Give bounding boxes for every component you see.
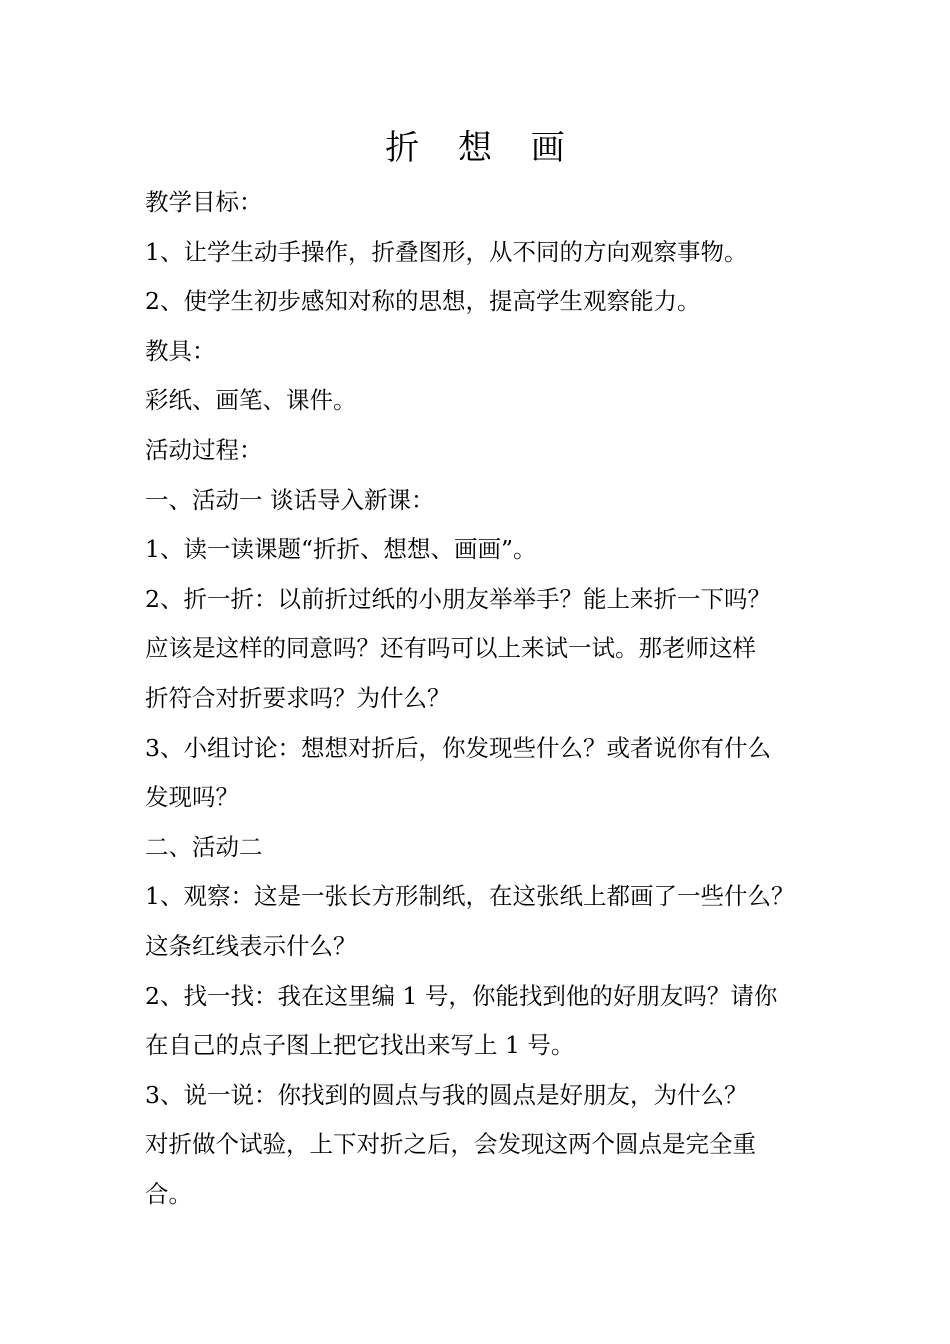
text-line: 二、活动二 [145,832,263,861]
text-line: 这条红线表示什么？ [145,931,357,960]
text-line: 一、活动一 谈话导入新课： [145,485,435,514]
text-line: 3、说一说：你找到的圆点与我的圆点是好朋友，为什么？ [145,1080,748,1109]
text-line: 合。 [145,1179,192,1208]
text-line: 折符合对折要求吗？为什么？ [145,683,451,712]
text-line: 2、折一折：以前折过纸的小朋友举举手？能上来折一下吗？ [145,584,771,613]
text-line: 教具： [145,336,216,365]
text-line: 1、观察：这是一张长方形制纸，在这张纸上都画了一些什么？ [145,882,795,911]
text-line: 发现吗？ [145,783,239,812]
text-line: 活动过程： [145,435,263,464]
text-line: 3、小组讨论：想想对折后，你发现些什么？或者说你有什么 [145,733,771,762]
document-title: 折 想 画 [385,128,579,168]
text-line: 在自己的点子图上把它找出来写上 1 号。 [145,1031,575,1060]
text-line: 教学目标： [145,188,263,216]
text-line: 2、找一找：我在这里编 1 号，你能找到他的好朋友吗？请你 [145,981,778,1010]
document-body [145,178,845,1219]
text-line: 应该是这样的同意吗？还有吗可以上来试一试。那老师这样 [145,634,756,663]
text-line: 对折做个试验，上下对折之后，会发现这两个圆点是完全重 [145,1130,756,1159]
text-line: 彩纸、画笔、课件。 [145,386,357,415]
text-line: 1、读一读课题“折折、想想、画画”。 [145,535,537,564]
text-line: 2、使学生初步感知对称的思想，提高学生观察能力。 [145,287,701,316]
text-line: 1、让学生动手操作，折叠图形，从不同的方向观察事物。 [145,237,748,266]
